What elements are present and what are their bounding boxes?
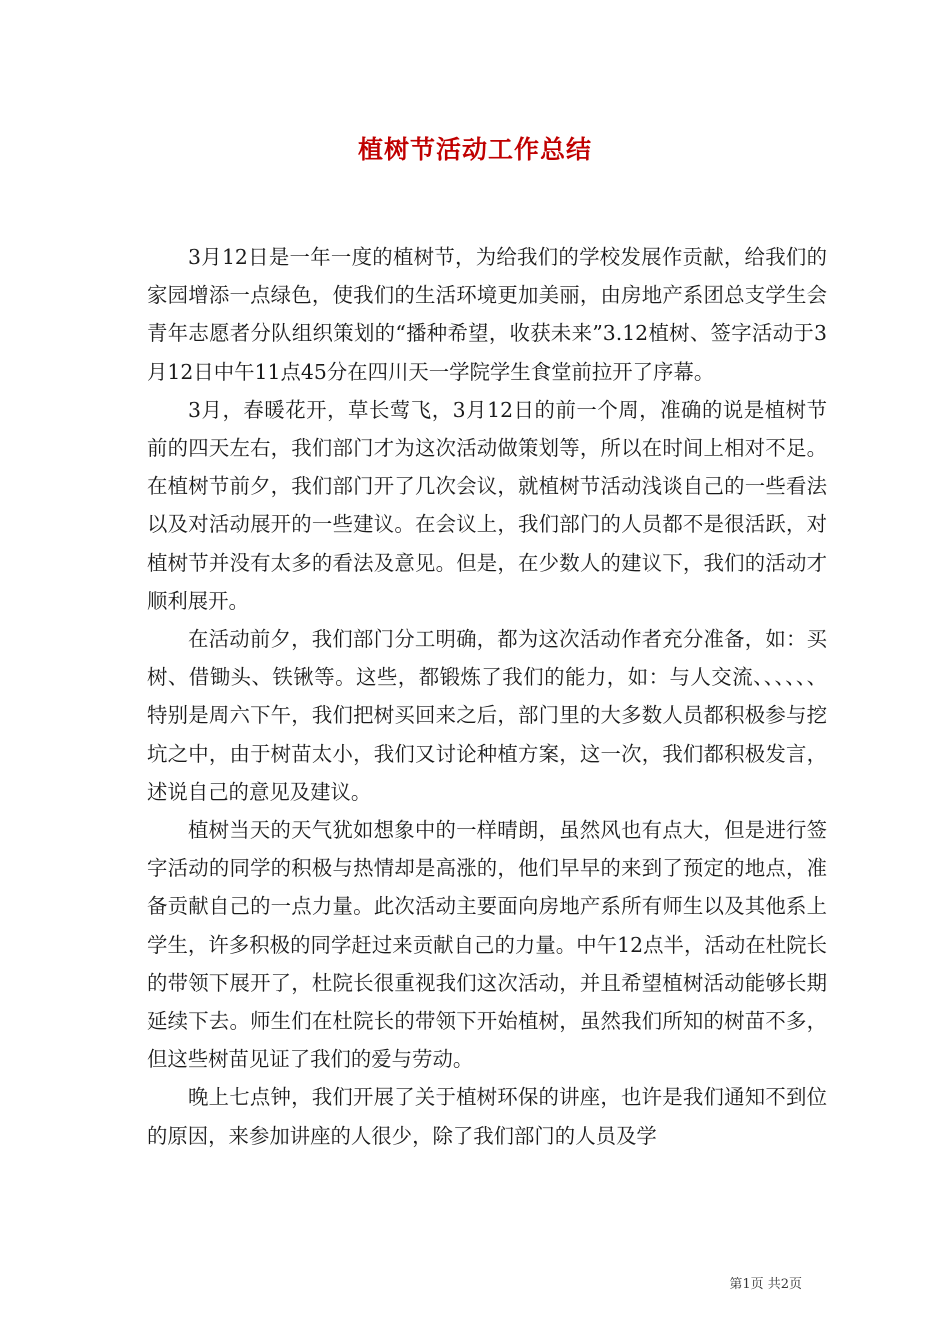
paragraph-3: 在活动前夕，我们部门分工明确，都为这次活动作者充分准备，如：买树、借锄头、铁锹等。这些，都锻炼了我们的能力，如：与人交流、、、、、、特别是周六下午，我们把树买回来之后，部门里的大多数人员都积极参与挖坑之中，由于树苗太小，我们又讨论种植方案，这一次，我们都积极发言，述说自己的意见及建议。 xyxy=(147,627,827,804)
paragraph-2: 3月，春暖花开，草长莺飞，3月12日的前一个周，准确的说是植树节前的四天左右，我们部门才为这次活动做策划等，所以在时间上相对不足。在植树节前夕，我们部门开了几次会议，就植树节活动浅谈自己的一些看法以及对活动展开的一些建议。在会议上，我们部门的人员都不是很活跃，对植树节并没有太多的看法及意见。但是，在少数人的建议下，我们的活动才顺利展开。 xyxy=(147,397,827,613)
document-title: 植树节活动工作总结 xyxy=(357,135,592,164)
paragraph-1: 3月12日是一年一度的植树节，为给我们的学校发展作贡献，给我们的家园增添一点绿色，使我们的生活环境更加美丽，由房地产系团总支学生会青年志愿者分队组织策划的“播种希望，收获未来”3.12植树、签字活动于3月12日中午11点45分在四川天一学院学生食堂前拉开了序幕。 xyxy=(147,245,827,384)
paragraph-5: 晚上七点钟，我们开展了关于植树环保的讲座，也许是我们通知不到位的原因，来参加讲座的人很少，除了我们部门的人员及学 xyxy=(147,1085,827,1148)
page-number: 第1页 共2页 xyxy=(729,1277,802,1292)
document-body xyxy=(147,238,827,1155)
paragraph-4: 植树当天的天气犹如想象中的一样晴朗，虽然风也有点大，但是进行签字活动的同学的积极与热情却是高涨的，他们早早的来到了预定的地点，准备贡献自己的一点力量。此次活动主要面向房地产系所有师生以及其他系上学生，许多积极的同学赶过来贡献自己的力量。中午12点半，活动在杜院长的带领下展开了，杜院长很重视我们这次活动，并且希望植树活动能够长期延续下去。师生们在杜院长的带领下开始植树，虽然我们所知的树苗不多，但这些树苗见证了我们的爱与劳动。 xyxy=(147,818,827,1072)
